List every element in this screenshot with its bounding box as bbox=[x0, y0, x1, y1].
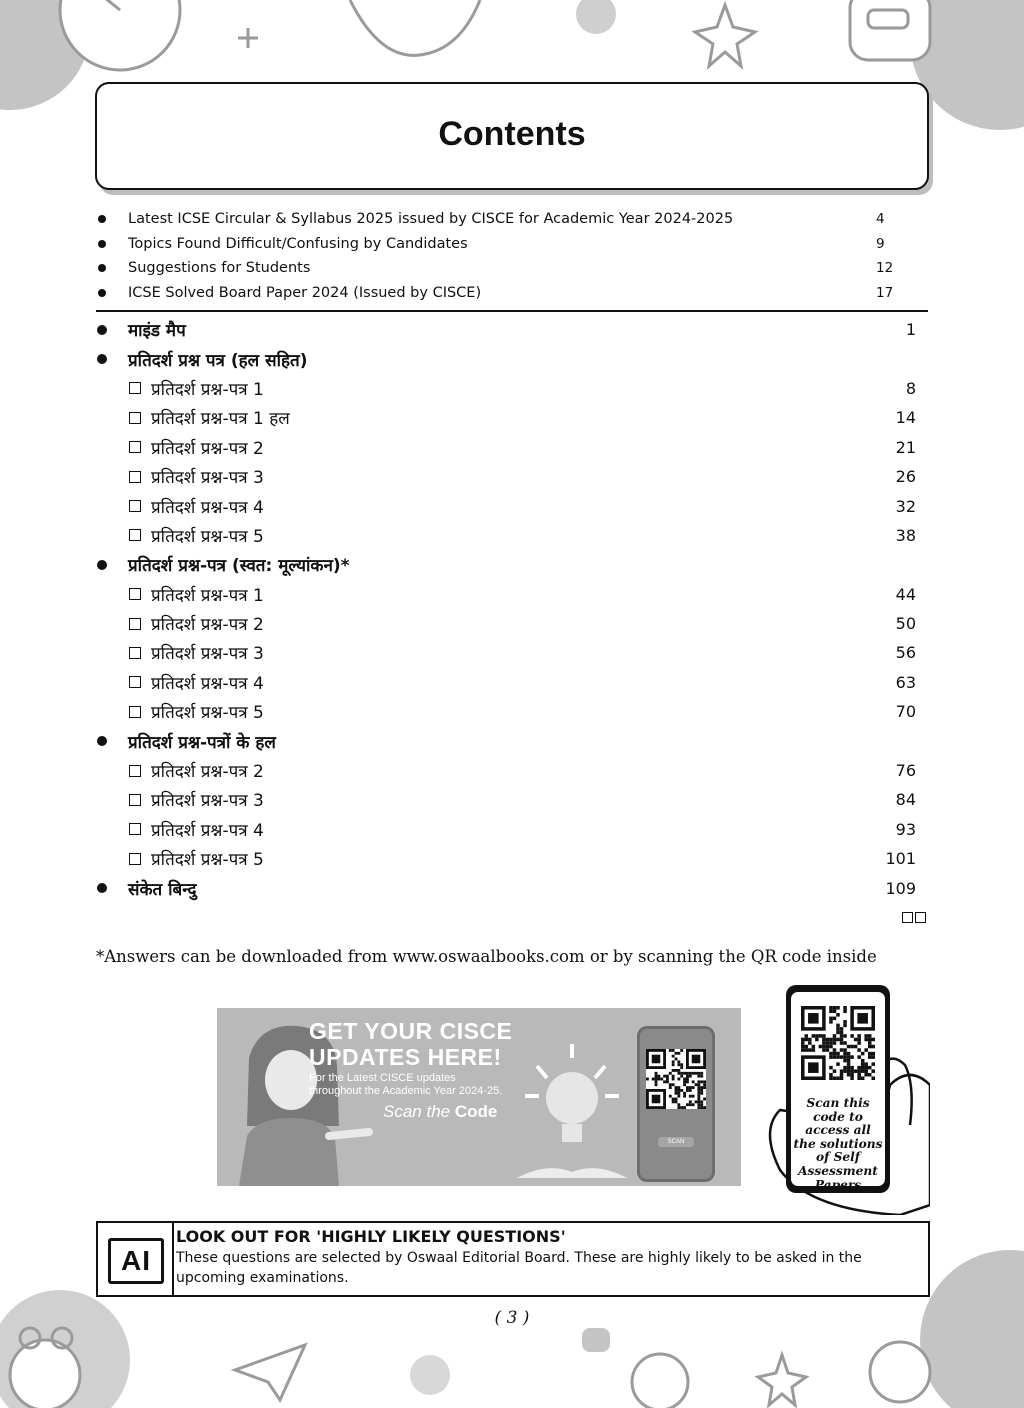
toc-entry bbox=[96, 697, 916, 726]
checkbox-square-icon bbox=[129, 471, 141, 483]
toc-entry bbox=[96, 374, 916, 403]
scan-prefix: Scan the bbox=[383, 1102, 451, 1121]
bullet-icon bbox=[97, 560, 107, 570]
toc-page: 70 bbox=[895, 702, 916, 722]
toc-page: 101 bbox=[885, 849, 916, 869]
toc-label: प्रतिदर्श प्रश्न-पत्र 1 हल bbox=[151, 409, 290, 430]
toc-label: प्रतिदर्श प्रश्न-पत्र 1 bbox=[151, 379, 264, 400]
intro-item-label: ICSE Solved Board Paper 2024 (Issued by CISCE) bbox=[128, 284, 482, 301]
toc-section bbox=[96, 873, 916, 902]
intro-item-page: 4 bbox=[876, 211, 885, 228]
toc-label: संकेत बिन्दु bbox=[128, 879, 197, 900]
toc-label: प्रतिदर्श प्रश्न-पत्र 2 bbox=[151, 615, 264, 636]
bullet-icon bbox=[97, 883, 107, 893]
toc-entry bbox=[96, 815, 916, 844]
end-mark bbox=[902, 912, 926, 923]
toc-label: प्रतिदर्श प्रश्न-पत्र 5 bbox=[151, 850, 264, 871]
toc-label: प्रतिदर्श प्रश्न-पत्र 1 bbox=[151, 585, 264, 606]
toc-page: 56 bbox=[895, 643, 916, 663]
qr-code-icon bbox=[646, 1049, 706, 1109]
bullet-icon bbox=[98, 289, 106, 297]
bullet-icon bbox=[98, 240, 106, 248]
toc-page: 38 bbox=[895, 525, 916, 545]
toc-page: 14 bbox=[895, 408, 916, 428]
intro-item bbox=[96, 207, 906, 232]
toc-entry bbox=[96, 403, 916, 432]
checkbox-square-icon bbox=[129, 500, 141, 512]
intro-item bbox=[96, 281, 906, 306]
checkbox-square-icon bbox=[129, 676, 141, 688]
banner-scan-text bbox=[383, 1102, 497, 1122]
intro-list bbox=[96, 207, 906, 305]
toc-page: 109 bbox=[885, 878, 916, 898]
toc-entry bbox=[96, 668, 916, 697]
toc-label: प्रतिदर्श प्रश्न-पत्र 4 bbox=[151, 820, 264, 841]
ai-box-text bbox=[176, 1226, 926, 1288]
bullet-icon bbox=[97, 736, 107, 746]
intro-item-label: Suggestions for Students bbox=[128, 260, 311, 277]
solutions-qr-code[interactable] bbox=[801, 1006, 875, 1080]
bullet-icon bbox=[98, 264, 106, 272]
toc-label: प्रतिदर्श प्रश्न-पत्र 3 bbox=[151, 644, 264, 665]
checkbox-square-icon bbox=[129, 588, 141, 600]
toc-page: 1 bbox=[905, 320, 916, 340]
toc-entry bbox=[96, 521, 916, 550]
bullet-icon bbox=[97, 325, 107, 335]
checkbox-square-icon bbox=[129, 853, 141, 865]
checkbox-square-icon bbox=[129, 618, 141, 630]
intro-item-page: 17 bbox=[876, 284, 894, 301]
intro-item-page: 12 bbox=[876, 260, 894, 277]
section-divider bbox=[96, 310, 928, 312]
page-title: Contents bbox=[438, 115, 586, 153]
qr-caption: Scan this code to access all the solutions of Self Assessment Papers bbox=[793, 1096, 883, 1192]
page-number: ( 3 ) bbox=[494, 1308, 530, 1328]
toc-page: 50 bbox=[895, 614, 916, 634]
toc-page: 93 bbox=[895, 819, 916, 839]
banner-headline bbox=[309, 1018, 512, 1070]
toc-label: प्रतिदर्श प्रश्न-पत्र 3 bbox=[151, 468, 264, 489]
banner-subtext: For the Latest CISCE updates throughout the Academic Year 2024-25. bbox=[309, 1072, 503, 1097]
toc-label: प्रतिदर्श प्रश्न-पत्र (स्वत: मूल्यांकन)* bbox=[128, 556, 350, 577]
scan-bold: Code bbox=[454, 1102, 498, 1121]
toc-entry bbox=[96, 844, 916, 873]
qr-phone bbox=[786, 985, 890, 1193]
toc-label: प्रतिदर्श प्रश्न-पत्र 5 bbox=[151, 526, 264, 547]
intro-item bbox=[96, 256, 906, 281]
intro-item-page: 9 bbox=[876, 235, 885, 252]
checkbox-square-icon bbox=[129, 412, 141, 424]
toc-section bbox=[96, 315, 916, 344]
ai-box-title: LOOK OUT FOR 'HIGHLY LIKELY QUESTIONS' bbox=[176, 1227, 566, 1246]
checkbox-square-icon bbox=[129, 529, 141, 541]
toc-label: प्रतिदर्श प्रश्न पत्र (हल सहित) bbox=[128, 350, 308, 371]
toc-entry bbox=[96, 491, 916, 520]
checkbox-square-icon bbox=[129, 441, 141, 453]
toc-page: 26 bbox=[895, 467, 916, 487]
qr-code-icon bbox=[801, 1006, 875, 1080]
toc-page: 84 bbox=[895, 790, 916, 810]
cisce-updates-banner bbox=[217, 1008, 741, 1186]
ai-logo-cell bbox=[98, 1223, 174, 1295]
checkbox-square-icon bbox=[129, 794, 141, 806]
toc-label: प्रतिदर्श प्रश्न-पत्र 5 bbox=[151, 703, 264, 724]
scan-button[interactable]: SCAN bbox=[658, 1137, 694, 1147]
bullet-icon bbox=[98, 215, 106, 223]
checkbox-square-icon bbox=[129, 382, 141, 394]
toc-section bbox=[96, 344, 916, 373]
toc-section bbox=[96, 726, 916, 755]
ai-box-description: These questions are selected by Oswaal Editorial Board. These are highly likely to be asked in the upcoming examinations. bbox=[176, 1250, 862, 1286]
toc-entry bbox=[96, 638, 916, 667]
banner-headline-line-2: UPDATES HERE! bbox=[309, 1044, 502, 1070]
toc-label: प्रतिदर्श प्रश्न-पत्रों के हल bbox=[128, 732, 276, 753]
toc-page: 8 bbox=[905, 378, 916, 398]
toc-page: 21 bbox=[895, 437, 916, 457]
checkbox-square-icon bbox=[129, 765, 141, 777]
toc-page: 44 bbox=[895, 584, 916, 604]
toc-label: प्रतिदर्श प्रश्न-पत्र 4 bbox=[151, 497, 264, 518]
toc-entry bbox=[96, 756, 916, 785]
toc-entry bbox=[96, 609, 916, 638]
checkbox-square-icon bbox=[129, 823, 141, 835]
footnote: *Answers can be downloaded from www.oswaalbooks.com or by scanning the QR code inside bbox=[96, 947, 877, 966]
toc-entry bbox=[96, 462, 916, 491]
checkbox-square-icon bbox=[129, 706, 141, 718]
toc-entry bbox=[96, 580, 916, 609]
toc-label: माइंड मैप bbox=[128, 321, 186, 342]
toc-list bbox=[96, 315, 916, 903]
toc-entry bbox=[96, 433, 916, 462]
ai-logo-icon: AI bbox=[108, 1238, 164, 1284]
checkbox-square-icon bbox=[129, 647, 141, 659]
toc-label: प्रतिदर्श प्रश्न-पत्र 2 bbox=[151, 762, 264, 783]
banner-headline-line-1: GET YOUR CISCE bbox=[309, 1018, 513, 1044]
toc-entry bbox=[96, 785, 916, 814]
bullet-icon bbox=[97, 354, 107, 364]
title-box bbox=[95, 82, 929, 190]
toc-label: प्रतिदर्श प्रश्न-पत्र 3 bbox=[151, 791, 264, 812]
toc-page: 76 bbox=[895, 761, 916, 781]
toc-label: प्रतिदर्श प्रश्न-पत्र 4 bbox=[151, 673, 264, 694]
intro-item bbox=[96, 232, 906, 257]
intro-item-label: Latest ICSE Circular & Syllabus 2025 issued by CISCE for Academic Year 2024-2025 bbox=[128, 211, 734, 228]
highly-likely-questions-box bbox=[96, 1221, 930, 1297]
toc-section bbox=[96, 550, 916, 579]
toc-label: प्रतिदर्श प्रश्न-पत्र 2 bbox=[151, 438, 264, 459]
toc-page: 63 bbox=[895, 672, 916, 692]
banner-qr-code[interactable] bbox=[646, 1049, 706, 1109]
toc-page: 32 bbox=[895, 496, 916, 516]
light-bulb-icon bbox=[517, 1038, 627, 1178]
banner-phone bbox=[637, 1026, 715, 1182]
intro-item-label: Topics Found Difficult/Confusing by Candidates bbox=[128, 235, 468, 252]
